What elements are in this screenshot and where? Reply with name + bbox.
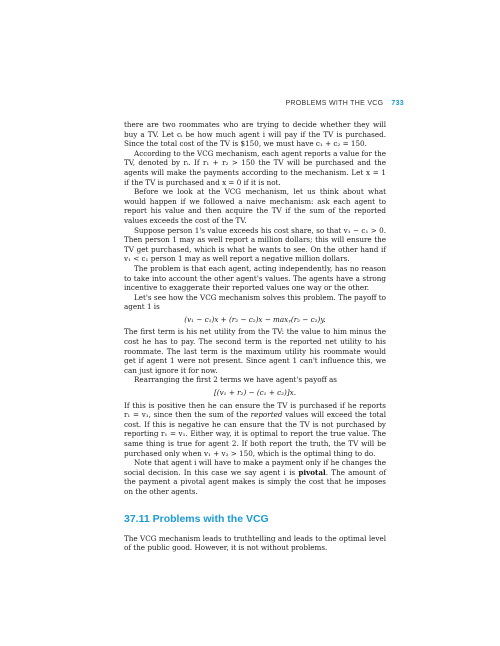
paragraph: Suppose person 1's value exceeds his cost share, so that v₁ − c₁ > 0. Then person 1 may as well report a million dollars; this will ensure the TV get purchased, which is what he wants to see. On the other hand if v₁ < c₁ person 1 may as well report a negative million dollars. <box>124 225 386 264</box>
paragraph: Rearranging the first 2 terms we have agent's payoff as <box>134 375 337 385</box>
paragraph: According to the VCG mechanism, each agent reports a value for the TV, denoted by rᵢ. If r₁ + r₂ > 150 the TV will be purchased and the agents will make the payments according to the mechanism. Let x = 1 if the TV is purchased and x = 0 if it is not. <box>124 148 386 187</box>
paragraph: The VCG mechanism leads to truthtelling and leads to the optimal level of the public good. However, it is not without problems. <box>124 533 386 553</box>
text-run: values will exceed the total cost. If this is negative he can ensure that the TV is not purchased by reporting r₁ = v₁. Either way, it is optimal to report the true value. The same thing is true for agent 2. If both report the truth, the TV will be purchased only when v₁ + v₂ > 150, which is the optimal thing to do. <box>124 410 386 458</box>
text-run: . The amount of the payment a pivotal agent makes is simply the cost that he imposes on the other agents. <box>124 467 386 496</box>
text-run: If this is positive then he can ensure the TV is purchased if he reports r₁ = v₁, since then the sum of the <box>124 400 386 420</box>
running-head <box>285 100 404 107</box>
paragraph: Let's see how the VCG mechanism solves this problem. The payoff to agent 1 is <box>124 292 386 312</box>
paragraph: The problem is that each agent, acting independently, has no reason to take into account the other agent's values. The agents have a strong incentive to exaggerate their reported values one way or the other. <box>124 263 386 293</box>
paragraph: The first term is his net utility from the TV: the value to him minus the cost he has to pay. The second term is the reported net utility to his roommate. The last term is the maximum utility his roommate would get if agent 1 were not present. Since agent 1 can't influence this, we can just ignore it for now. <box>124 327 386 375</box>
body-text <box>124 120 386 553</box>
equation-payoff: (v₁ − c₁)x + (r₂ − c₂)x − maxᵧ(r₂ − c₂)y. <box>184 314 326 324</box>
text-run: Note that agent i will have to make a payment only if he changes the social decision. In this case we say agent i is <box>124 458 386 477</box>
paragraph <box>124 458 386 496</box>
bold-term: pivotal <box>298 467 326 477</box>
paragraph: Before we look at the VCG mechanism, let us think about what would happen if we followed a naive mechanism: ask each agent to report his value and then acquire the TV if the sum of the reported values exceeds the cost of the TV. <box>124 187 386 225</box>
page-number: 733 <box>391 100 404 107</box>
running-title: PROBLEMS WITH THE VCG <box>285 100 384 107</box>
section-heading: 37.11 Problems with the VCG <box>124 512 269 525</box>
emphasis: reported <box>250 410 283 420</box>
paragraph <box>124 401 386 459</box>
equation-rearranged: [(v₁ + r₂) − (c₁ + c₂)]x. <box>213 388 296 398</box>
paragraph: there are two roommates who are trying to decide whether they will buy a TV. Let cᵢ be how much agent i will pay if the TV is purchased. Since the total cost of the TV is $150, we must have c₁ + c₂ = 150. <box>124 120 386 149</box>
